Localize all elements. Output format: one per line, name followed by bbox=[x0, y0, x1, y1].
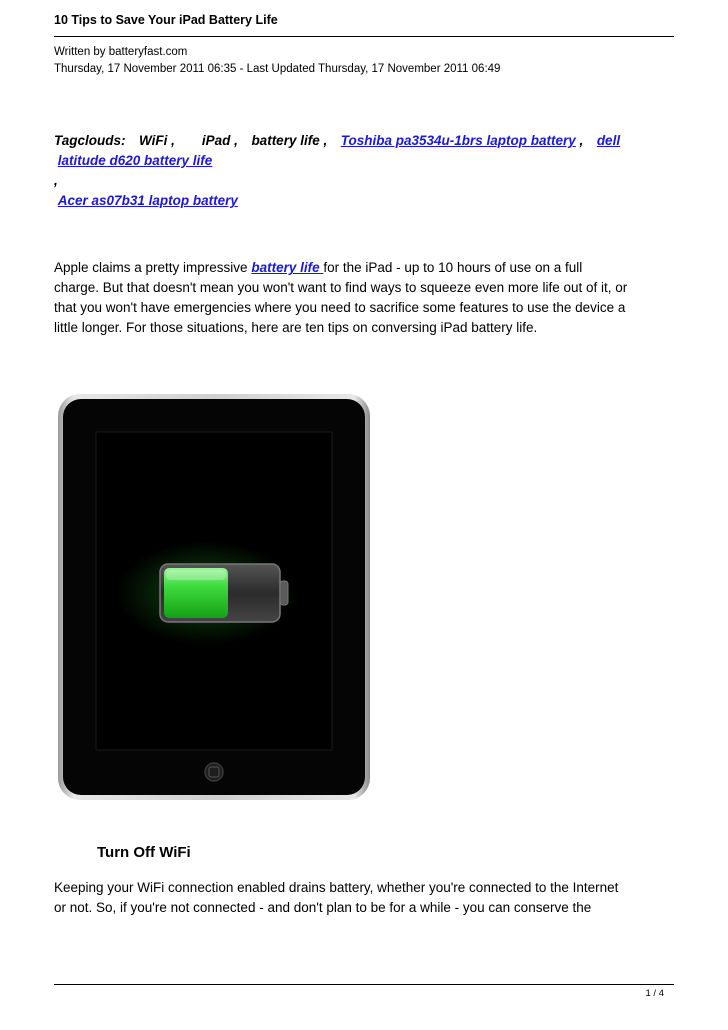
tag-separator: , bbox=[319, 133, 341, 148]
wifi-paragraph bbox=[54, 878, 680, 918]
author-line: Written by batteryfast.com bbox=[54, 46, 188, 58]
tag-line-3 bbox=[54, 171, 684, 191]
tag-cloud bbox=[54, 131, 684, 211]
text-line bbox=[54, 258, 680, 278]
footer-divider bbox=[54, 984, 674, 985]
text-line: or not. So, if you're not connected - and don't plan to be for a while - you can conserve the bbox=[54, 900, 592, 915]
tag-link-toshiba-battery[interactable]: Toshiba pa3534u-1brs laptop battery bbox=[340, 133, 576, 148]
header-divider bbox=[54, 36, 674, 37]
text-segment: Apple claims a pretty impressive bbox=[54, 260, 252, 275]
tag-ipad: iPad bbox=[201, 133, 231, 148]
tag-battery-life: battery life bbox=[251, 133, 320, 148]
text-line: Keeping your WiFi connection enabled drains battery, whether you're connected to the Internet bbox=[54, 880, 619, 895]
tag-link-dell-battery-cont[interactable]: latitude d620 battery life bbox=[57, 153, 213, 168]
tag-separator: , bbox=[575, 133, 597, 148]
page-title: 10 Tips to Save Your iPad Battery Life bbox=[54, 13, 278, 27]
page-number: 1 / 4 bbox=[645, 988, 664, 999]
battery-life-link[interactable]: battery life bbox=[251, 260, 324, 275]
tag-separator bbox=[126, 133, 140, 148]
section-heading: Turn Off WiFi bbox=[97, 844, 191, 861]
battery-terminal bbox=[280, 581, 288, 605]
text-line: little longer. For those situations, here are ten tips on conversing iPad battery life. bbox=[54, 320, 538, 335]
date-line: Thursday, 17 November 2011 06:35 - Last Updated Thursday, 17 November 2011 06:49 bbox=[54, 63, 501, 75]
text-line: that you won't have emergencies where you need to sacrifice some features to use the device a bbox=[54, 300, 626, 315]
intro-paragraph bbox=[54, 258, 680, 338]
ipad-battery-image bbox=[56, 392, 372, 802]
tag-separator: , bbox=[54, 173, 72, 188]
tag-separator: , bbox=[167, 133, 202, 148]
text-segment: for the iPad - up to 10 hours of use on a full bbox=[323, 260, 583, 275]
tag-separator: , bbox=[230, 133, 252, 148]
text-line: charge. But that doesn't mean you won't want to find ways to squeeze even more life out of it, or bbox=[54, 280, 628, 295]
home-button-icon bbox=[205, 763, 223, 781]
tag-line-1 bbox=[54, 131, 684, 151]
tag-link-dell-battery[interactable]: dell bbox=[596, 133, 621, 148]
tag-line-2 bbox=[54, 151, 684, 171]
tag-link-acer-battery[interactable]: Acer as07b31 laptop battery bbox=[57, 193, 238, 208]
tag-wifi: WiFi bbox=[139, 133, 168, 148]
tag-label: Tagclouds: bbox=[54, 133, 126, 148]
tag-line-4 bbox=[54, 191, 684, 211]
